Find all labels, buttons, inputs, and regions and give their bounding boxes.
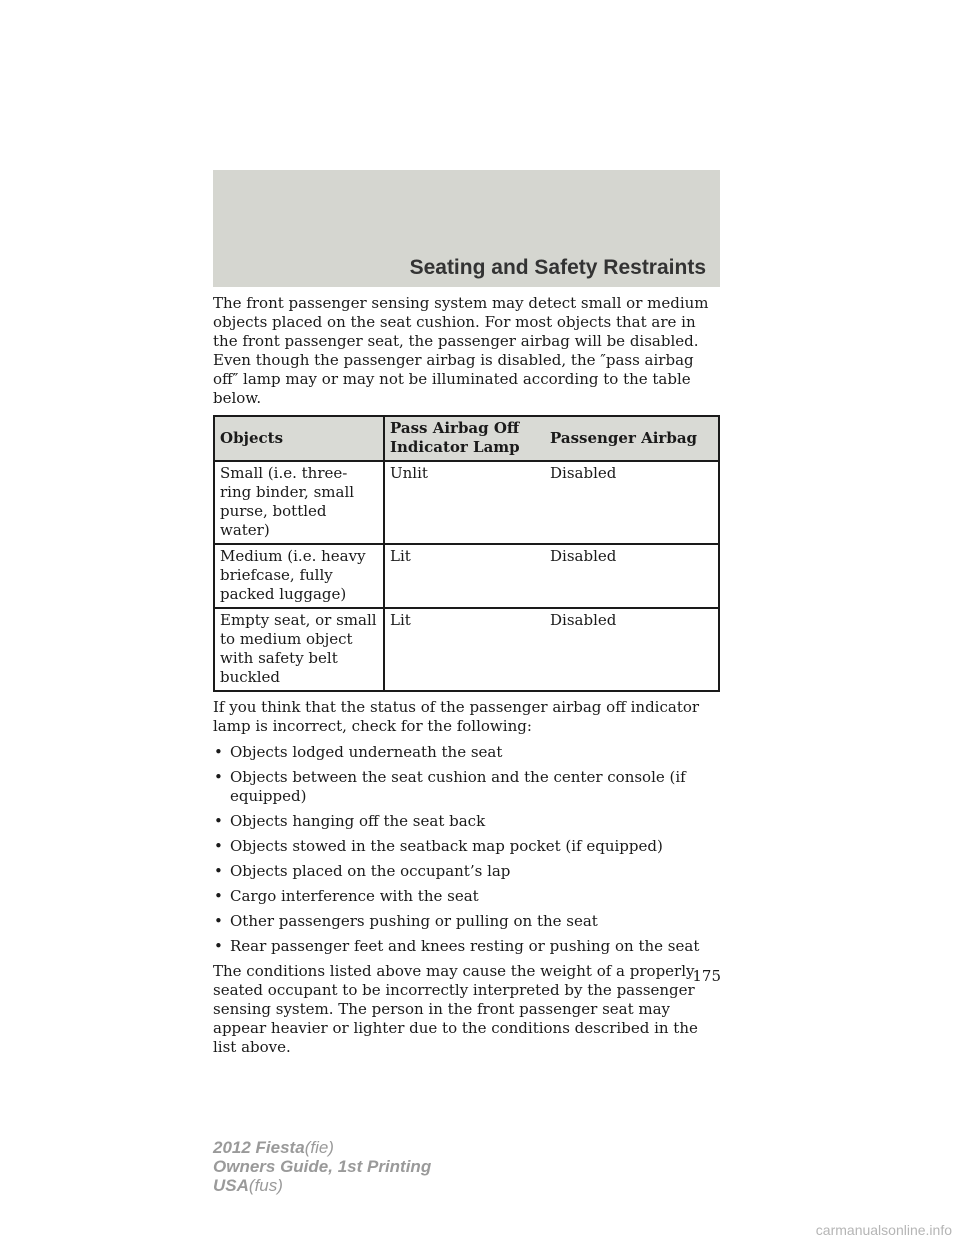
section-title: Seating and Safety Restraints: [409, 256, 706, 279]
bullet-glyph: •: [214, 837, 223, 855]
bullet-glyph: •: [214, 862, 223, 880]
table-cell: Empty seat, or small to medium object with safety belt buckled: [214, 608, 384, 691]
bullet-glyph: •: [214, 812, 223, 830]
watermark-text: carmanualsonline.info: [815, 1222, 952, 1238]
list-item: [213, 768, 723, 806]
footer-line-model: [213, 1138, 431, 1157]
table-header-row: [214, 416, 719, 461]
conclusion-paragraph: The conditions listed above may cause the weight of a properly seated occupant to be incorrectly interpreted by the passenger sensing system. The person in the front passenger seat may appear heavier or lighter due to the conditions described in the list above.: [213, 962, 698, 1056]
footer-model: 2012 Fiesta: [213, 1138, 305, 1157]
page-content: [213, 294, 723, 1064]
footer-market: USA: [213, 1176, 249, 1195]
list-item: [213, 837, 723, 856]
list-item: [213, 937, 723, 956]
table-cell: Lit: [384, 544, 545, 608]
footer-guide: Owners Guide, 1st Printing: [213, 1157, 432, 1176]
list-item-text: Cargo interference with the seat: [230, 887, 479, 905]
column-header-indicator-lamp: Pass Airbag Off Indicator Lamp: [384, 416, 545, 461]
footer-line-market: [213, 1176, 431, 1195]
column-header-passenger-airbag: Passenger Airbag: [545, 416, 719, 461]
list-item-text: Objects stowed in the seatback map pocket (if equipped): [230, 837, 663, 855]
list-item-text: Objects between the seat cushion and the center console (if equipped): [230, 768, 686, 805]
table-cell: Medium (i.e. heavy briefcase, fully packed luggage): [214, 544, 384, 608]
bullet-glyph: •: [214, 937, 223, 955]
table-cell: Disabled: [545, 544, 719, 608]
airbag-status-table: [213, 415, 720, 692]
bullet-glyph: •: [214, 912, 223, 930]
list-item: [213, 743, 723, 762]
intro-paragraph: The front passenger sensing system may detect small or medium objects placed on the seat cushion. For most objects that are in the front passenger seat, the passenger airbag will be disabled. Even though the passenger airbag is disabled, the ″pass airbag off″ lamp may or may not be illuminated according to the table below.: [213, 294, 709, 407]
footer-model-code: (fie): [304, 1138, 334, 1157]
footer-imprint: [213, 1138, 431, 1195]
table-row: [214, 544, 719, 608]
table-cell: Small (i.e. three-ring binder, small purse, bottled water): [214, 461, 384, 544]
bullet-glyph: •: [214, 743, 223, 761]
table-row: [214, 461, 719, 544]
bullet-glyph: •: [214, 768, 223, 786]
footer-market-code: (fus): [248, 1176, 283, 1195]
section-header-band: [213, 170, 720, 287]
list-item: [213, 887, 723, 906]
list-item-text: Objects hanging off the seat back: [230, 812, 486, 830]
table-cell: Lit: [384, 608, 545, 691]
list-item-text: Objects lodged underneath the seat: [230, 743, 503, 761]
bullet-glyph: •: [214, 887, 223, 905]
list-item-text: Objects placed on the occupant’s lap: [230, 862, 511, 880]
table-cell: Disabled: [545, 608, 719, 691]
list-item: [213, 862, 723, 881]
table-cell: Disabled: [545, 461, 719, 544]
list-item-text: Other passengers pushing or pulling on the seat: [230, 912, 598, 930]
check-list: [213, 743, 723, 956]
column-header-objects: Objects: [214, 416, 384, 461]
table-row: [214, 608, 719, 691]
page-number: 175: [692, 967, 721, 985]
footer-line-guide: [213, 1157, 431, 1176]
list-item: [213, 812, 723, 831]
list-item-text: Rear passenger feet and knees resting or pushing on the seat: [230, 937, 700, 955]
check-intro-paragraph: If you think that the status of the passenger airbag off indicator lamp is incorrect, check for the following:: [213, 698, 700, 735]
table-cell: Unlit: [384, 461, 545, 544]
list-item: [213, 912, 723, 931]
